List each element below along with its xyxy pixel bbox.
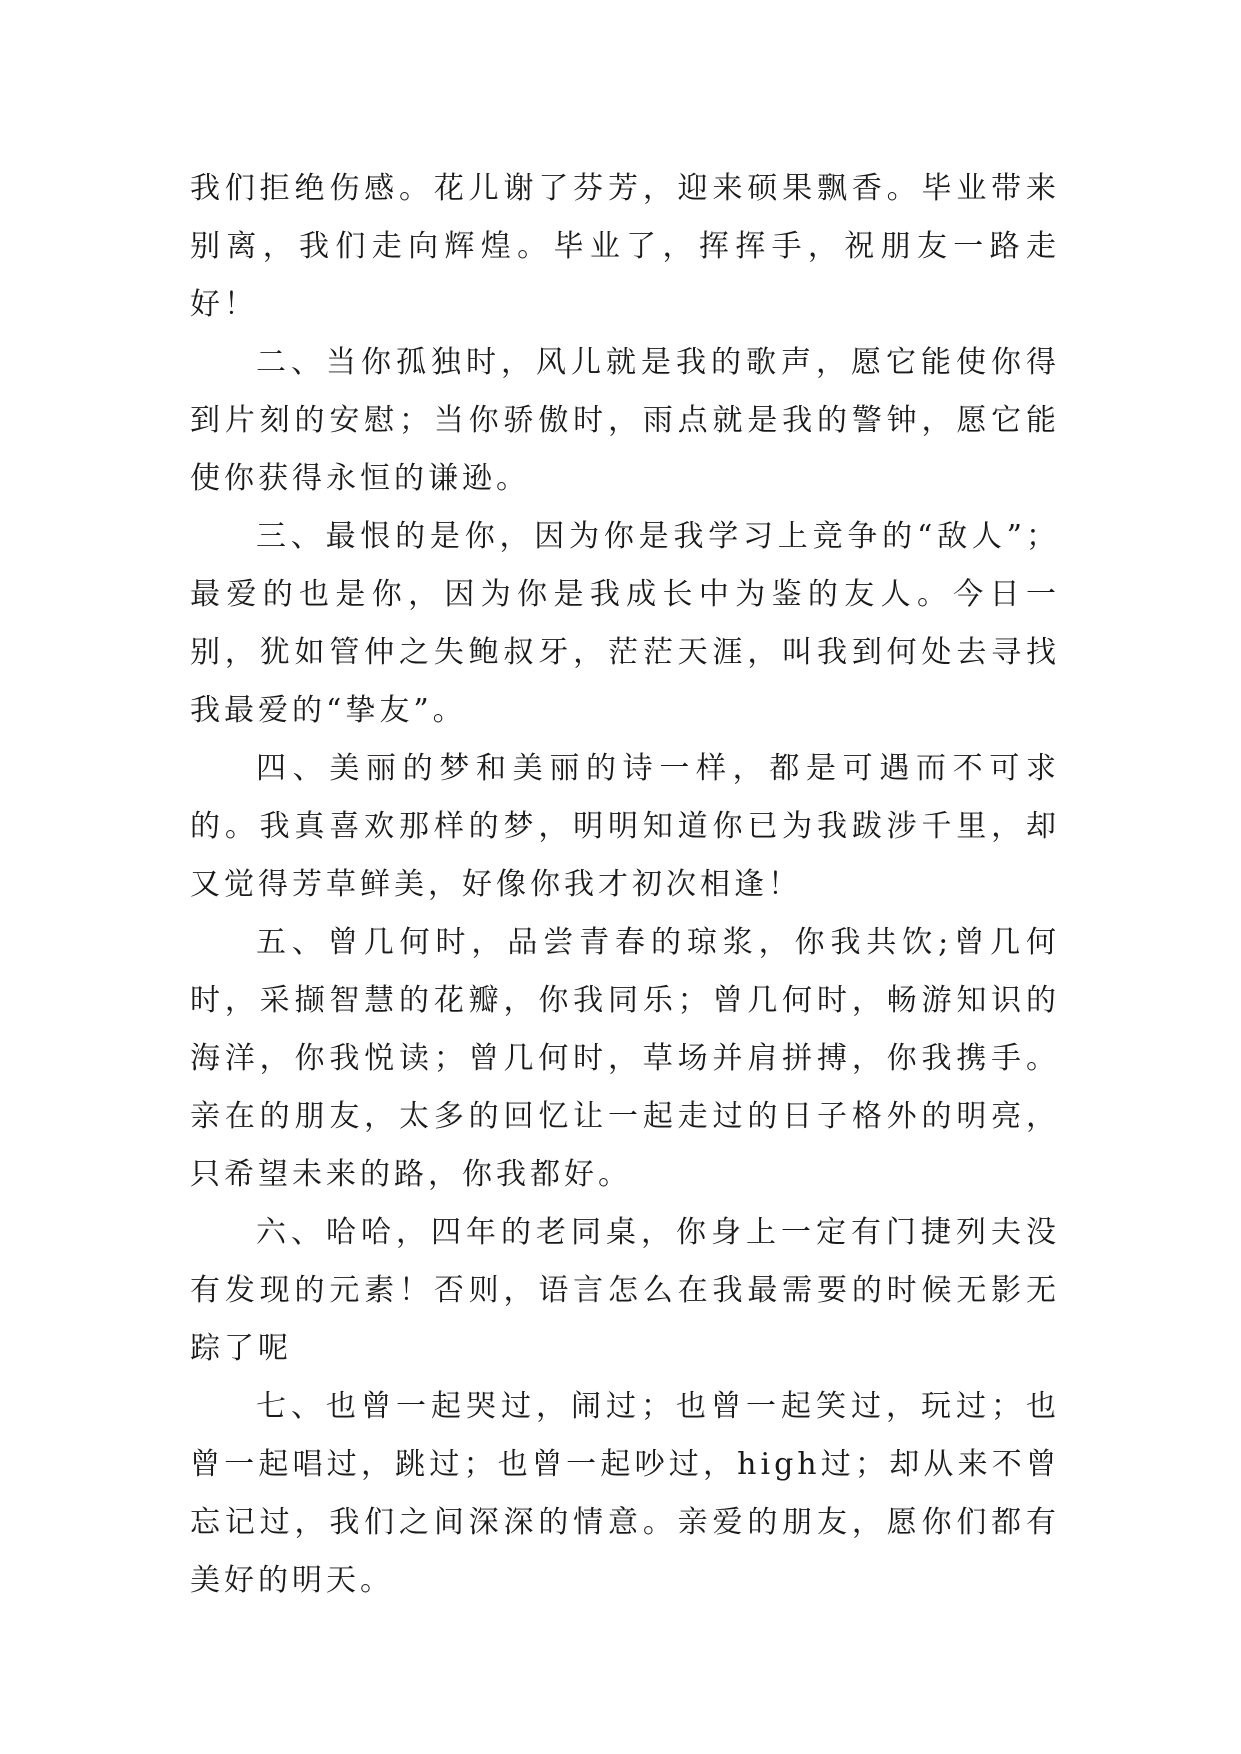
document-body <box>190 160 1060 1610</box>
paragraph-3: 三、最恨的是你，因为你是我学习上竞争的“敌人”；最爱的也是你，因为你是我成长中为鉴的友人。今日一别，犹如管仲之失鲍叔牙，茫茫天涯，叫我到何处去寻找我最爱的“挚友”。 <box>190 519 1060 728</box>
paragraph-4: 四、美丽的梦和美丽的诗一样，都是可遇而不可求的。我真喜欢那样的梦，明明知道你已为我跋涉千里，却又觉得芳草鲜美，好像你我才初次相逢！ <box>190 751 1060 902</box>
paragraph-7: 七、也曾一起哭过，闹过；也曾一起笑过，玩过；也曾一起唱过，跳过；也曾一起吵过，high过；却从来不曾忘记过，我们之间深深的情意。亲爱的朋友，愿你们都有美好的明天。 <box>190 1389 1060 1598</box>
paragraph-5: 五、曾几何时，品尝青春的琼浆，你我共饮;曾几何时，采撷智慧的花瓣，你我同乐；曾几何时，畅游知识的海洋，你我悦读；曾几何时，草场并肩拼搏，你我携手。亲在的朋友，太多的回忆让一起走过的日子格外的明亮，只希望未来的路，你我都好。 <box>190 925 1060 1192</box>
paragraph-intro: 我们拒绝伤感。花儿谢了芬芳，迎来硕果飘香。毕业带来别离，我们走向辉煌。毕业了，挥挥手，祝朋友一路走好！ <box>190 171 1060 322</box>
paragraph-6: 六、哈哈，四年的老同桌，你身上一定有门捷列夫没有发现的元素！否则，语言怎么在我最需要的时候无影无踪了呢 <box>190 1215 1060 1366</box>
paragraph-2: 二、当你孤独时，风儿就是我的歌声，愿它能使你得到片刻的安慰；当你骄傲时，雨点就是我的警钟，愿它能使你获得永恒的谦逊。 <box>190 345 1060 496</box>
